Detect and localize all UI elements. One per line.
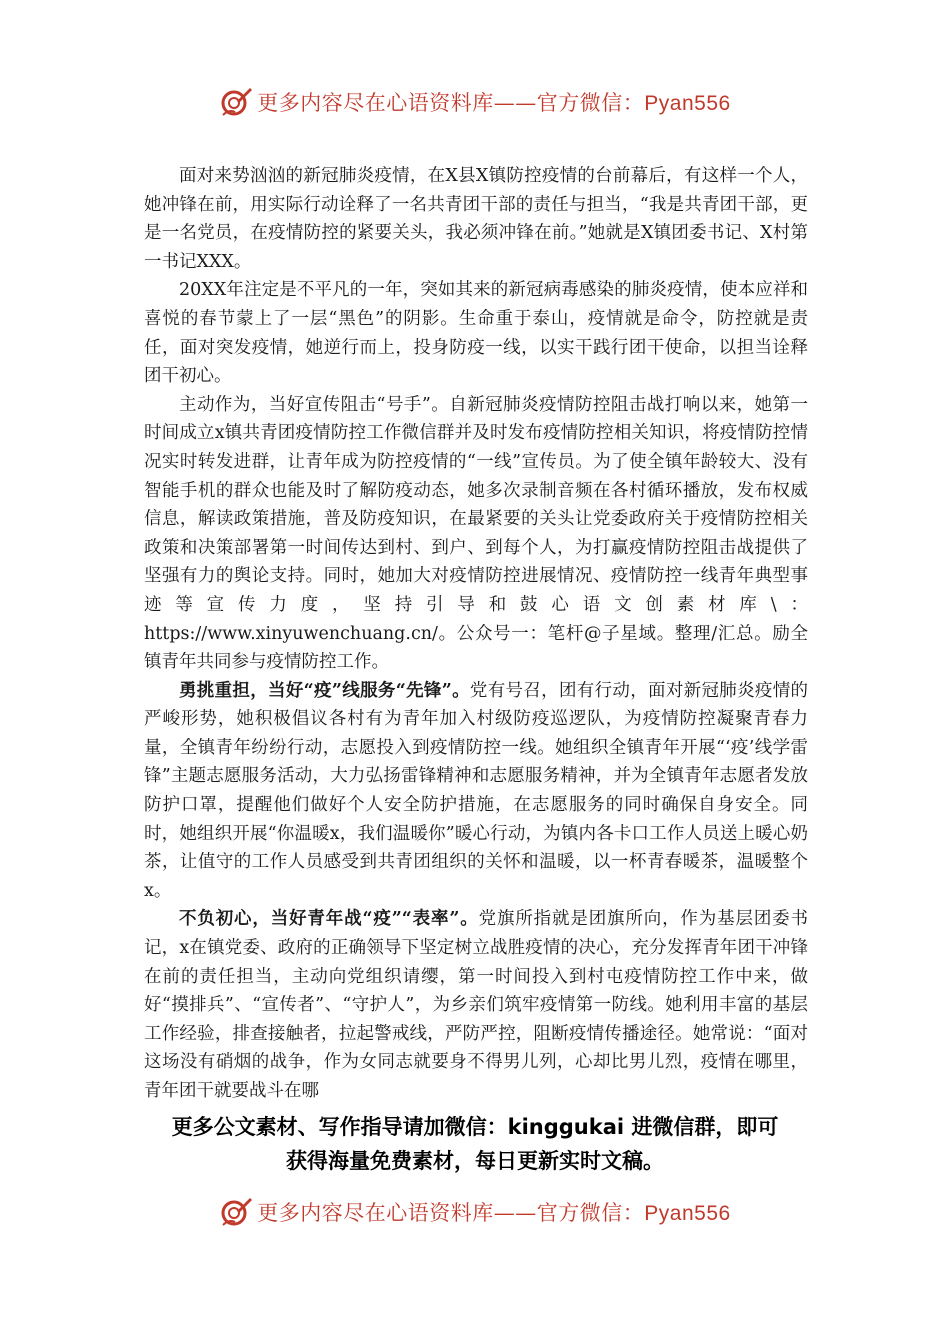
paragraph-lead: 勇挑重担，当好“疫”线服务“先锋”。 (179, 680, 470, 701)
paragraph-1 (144, 162, 808, 276)
header-banner (0, 80, 950, 124)
banner-text (257, 87, 730, 117)
paragraph-text: 20XX年注定是不平凡的一年，突如其来的新冠病毒感染的肺炎疫情，使本应祥和喜悦的春节蒙上了一层“黑色”的阴影。生命重于泰山，疫情就是命令，防控就是责任，面对突发疫情，她逆行而上，投身防疫一线，以实干践行团干使命，以担当诠释团干初心。 (144, 280, 808, 387)
banner-wechat-id: Pyan556 (644, 92, 731, 115)
banner-caption: 更多内容尽在心语资料库——官方微信： (257, 1201, 645, 1225)
promo-notice (0, 1110, 950, 1178)
article-body (144, 162, 808, 1106)
banner-wechat-id: Pyan556 (644, 1202, 731, 1225)
paragraph-3 (144, 391, 808, 677)
paragraph-2 (144, 276, 808, 390)
pen-swirl-logo-icon (219, 85, 253, 119)
paragraph-text: 主动作为，当好宣传阻击“号手”。自新冠肺炎疫情防控阻击战打响以来，她第一时间成立x镇共青团疫情防控工作微信群并及时发布疫情防控相关知识，将疫情防控情况实时转发进群，让青年成为防控疫情的“一线”宣传员。为了使全镇年龄较大、没有智能手机的群众也能及时了解防疫动态，她多次录制音频在各村循环播放，发布权威信息，解读政策措施，普及防疫知识，在最紧要的关头让党委政府关于疫情防控相关政策和决策部署第一时间传达到村、到户、到每个人，为打赢疫情防控阻击战提供了坚强有力的舆论支持。同时，她加大对疫情防控进展情况、疫情防控一线青年典型事迹等宣传力度，坚持引导和鼓心语文创素材库\：https://www.xinyuwenchuang.cn/。公众号一：笔杆@子星域。整理/汇总。励全镇青年共同参与疫情防控工作。 (144, 394, 808, 673)
paragraph-4 (144, 677, 808, 906)
paragraph-text: 面对来势汹汹的新冠肺炎疫情，在X县X镇防控疫情的台前幕后，有这样一个人，她冲锋在前，用实际行动诠释了一名共青团干部的责任与担当，“我是共青团干部，更是一名党员，在疫情防控的紧要关头，我必须冲锋在前。”她就是X镇团委书记、X村第一书记XXX。 (144, 166, 808, 272)
paragraph-text: 党旗所指就是团旗所向，作为基层团委书记，x在镇党委、政府的正确领导下坚定树立战胜疫情的决心，充分发挥青年团干冲锋在前的责任担当，主动向党组织请缨，第一时间投入到村屯疫情防控工作中来，做好“摸排兵”、“宣传者”、“守护人”，为乡亲们筑牢疫情第一防线。她利用丰富的基层工作经验，排查接触者，拉起警戒线，严防严控，阻断疫情传播途径。她常说：“面对这场没有硝烟的战争，作为女同志就要身不得男儿列，心却比男儿烈，疫情在哪里，青年团干就要战斗在哪 (144, 909, 809, 1101)
paragraph-5 (144, 905, 808, 1105)
promo-line-1: 更多公文素材、写作指导请加微信：kinggukai 进微信群，即可 (171, 1115, 779, 1139)
banner-text (257, 1197, 730, 1227)
pen-swirl-logo-icon (219, 1195, 253, 1229)
banner-caption: 更多内容尽在心语资料库——官方微信： (257, 91, 645, 115)
paragraph-text: 党有号召，团有行动，面对新冠肺炎疫情的严峻形势，她积极倡议各村有为青年加入村级防疫巡逻队，为疫情防控凝聚青春力量，全镇青年纷纷行动，志愿投入到疫情防控一线。她组织全镇青年开展“‘疫’线学雷锋”主题志愿服务活动，大力弘扬雷锋精神和志愿服务精神，并为全镇青年志愿者发放防护口罩，提醒他们做好个人安全防护措施，在志愿服务的同时确保自身安全。同时，她组织开展“你温暖x，我们温暖你”暖心行动，为镇内各卡口工作人员送上暖心奶茶，让值守的工作人员感受到共青团组织的关怀和温暖，以一杯青春暖茶，温暖整个x。 (144, 680, 809, 901)
paragraph-lead: 不负初心，当好青年战“疫”“表率”。 (179, 909, 479, 930)
promo-line-2: 获得海量免费素材，每日更新实时文稿。 (286, 1149, 664, 1173)
footer-banner (0, 1190, 950, 1234)
